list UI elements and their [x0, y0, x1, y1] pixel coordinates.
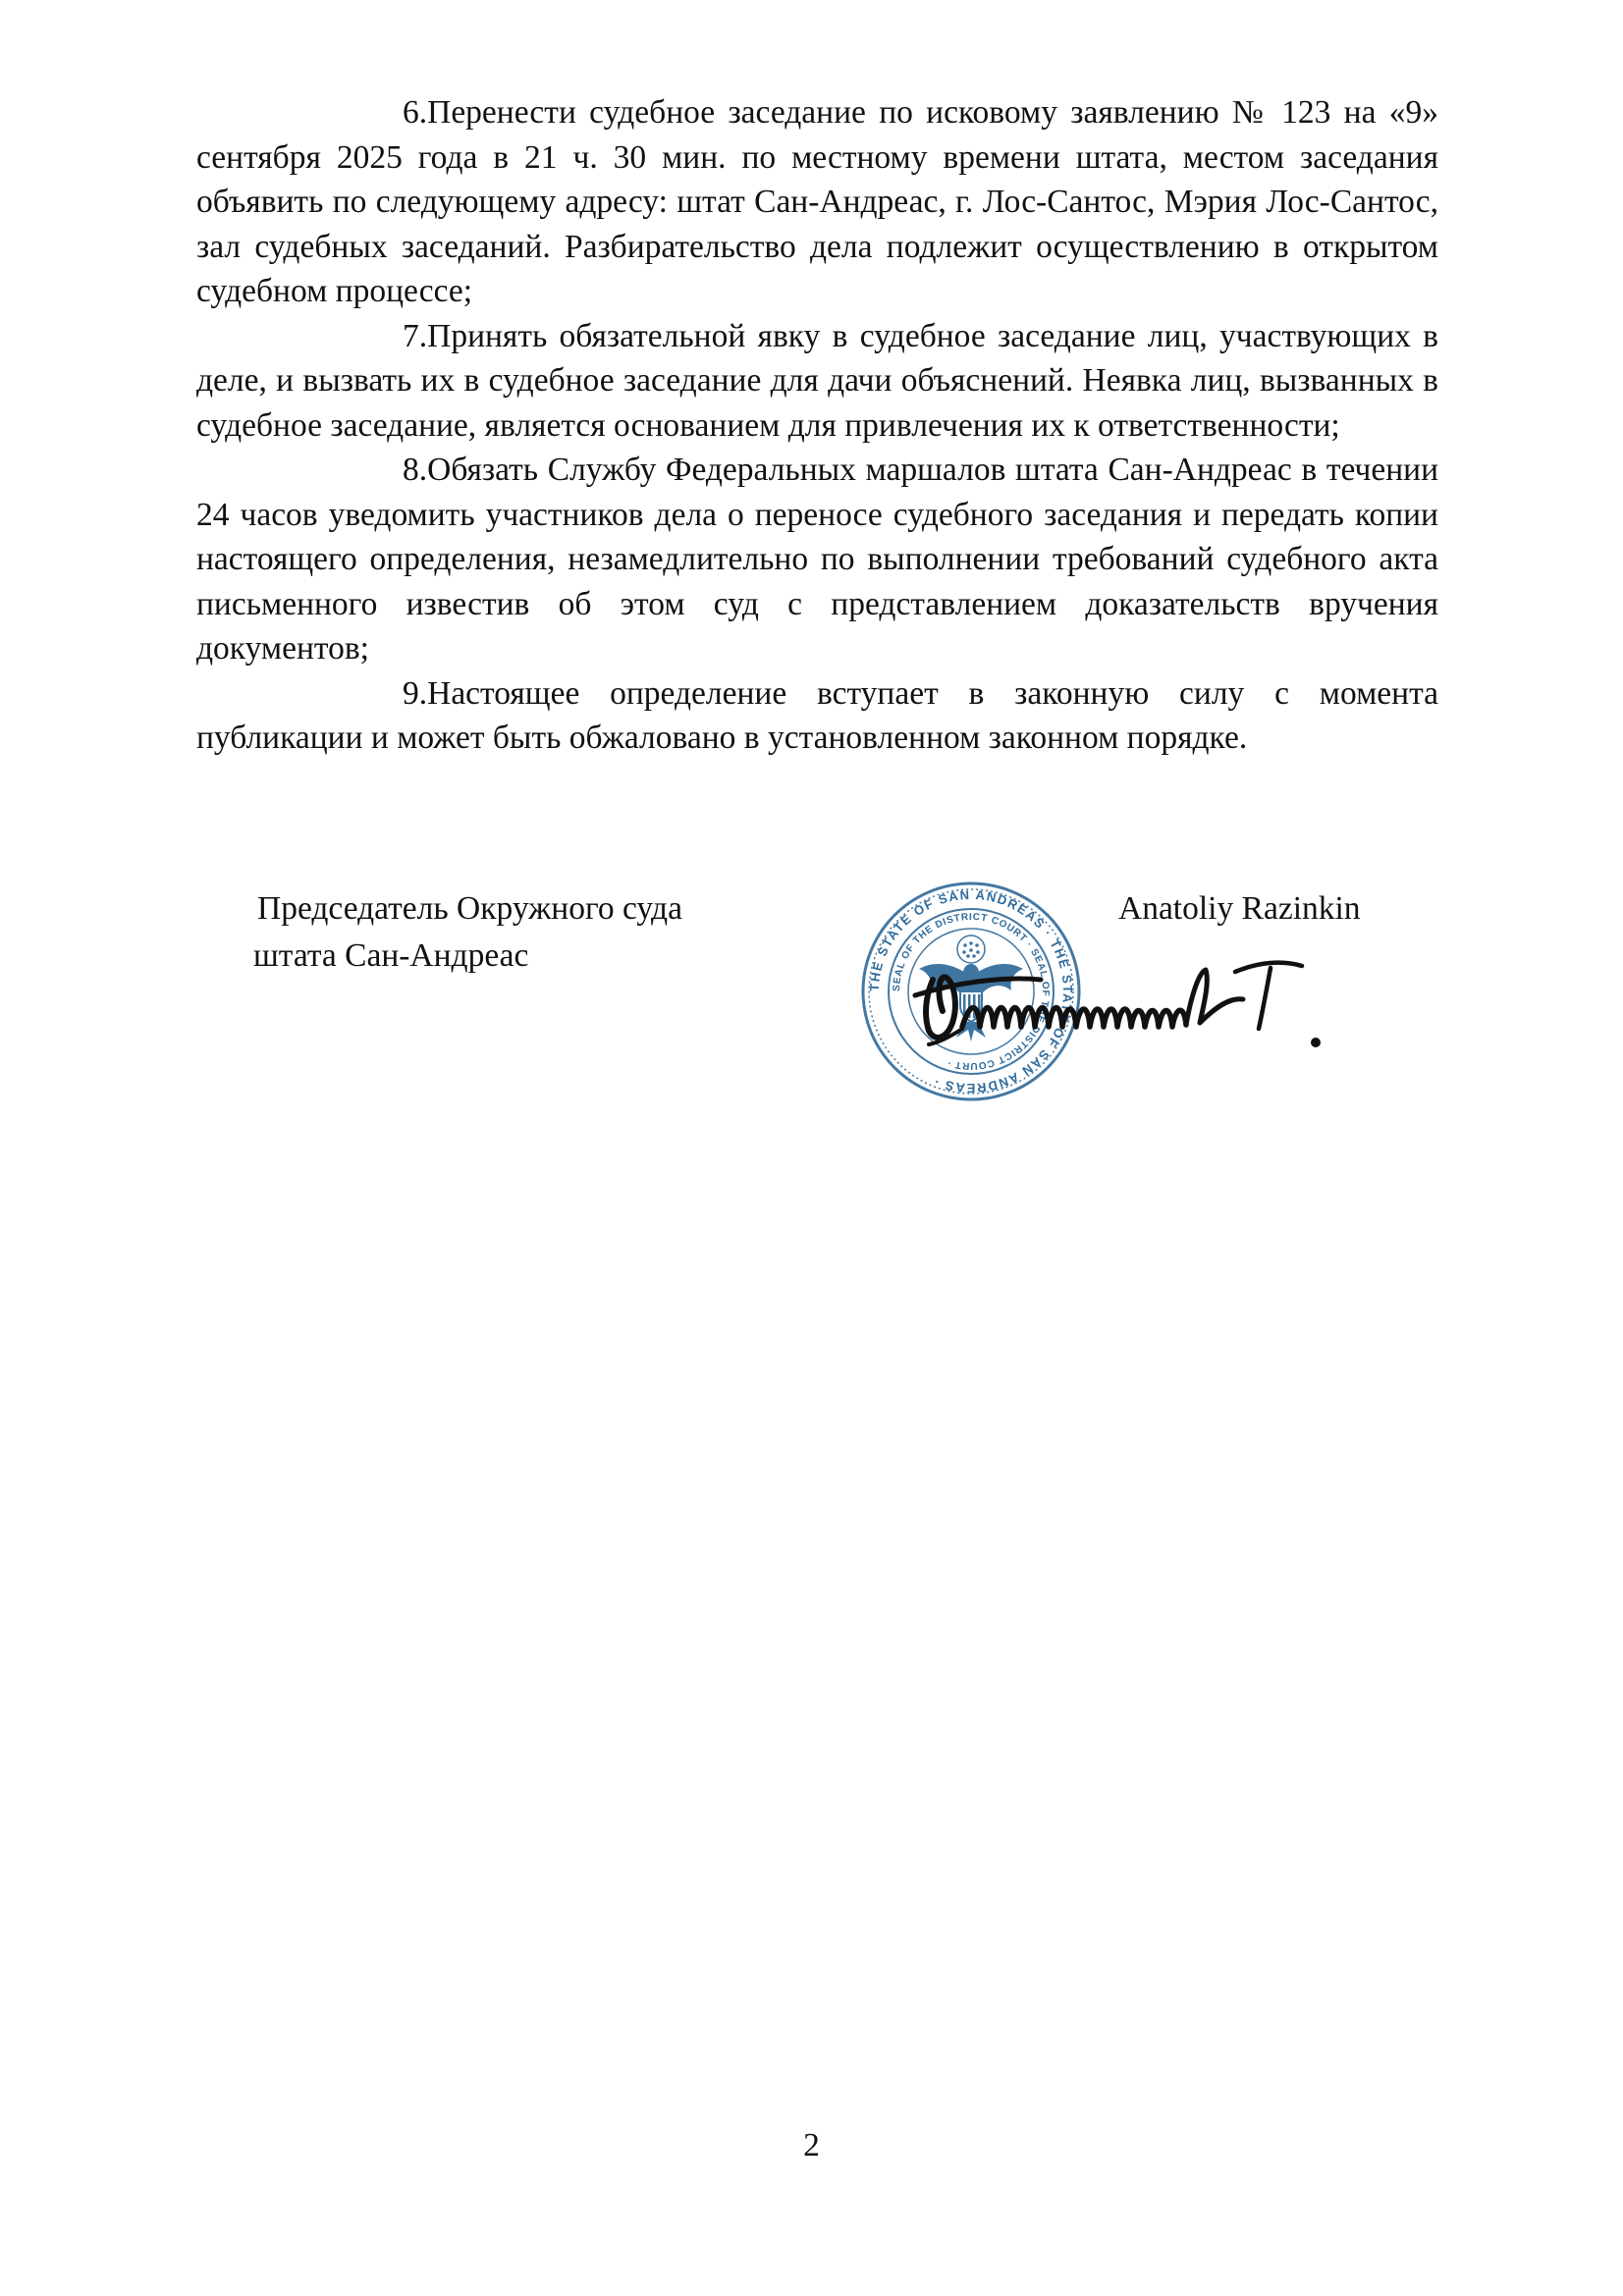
clause-number: 9.: [403, 674, 428, 712]
clause-number: 7.: [403, 317, 428, 354]
signatory-title: [253, 885, 682, 980]
clause-number: 8.: [403, 452, 428, 488]
seal-inner-text: SEAL OF THE DISTRICT COURT · SEAL OF THE DISTRICT COURT ·: [891, 911, 1052, 1072]
clause-text: Перенести судебное заседание по исковому заявлению № 123 на «9» сентября 2025 года в 21 ч. 30 мин. по местному времени штата, местом заседания объявить по следующему адресу: штат Сан-Андреас, г. Лос-Сантос, Мэрия Лос-Сантос, зал судебных заседаний. Разбирательство дела подлежит осуществлению в открытом судебном процессе;: [196, 94, 1438, 309]
page-number: 2: [803, 2127, 820, 2163]
clause-9: [196, 671, 1438, 761]
clause-6: [196, 90, 1438, 314]
signatory-title-line2: штата Сан-Андреас: [253, 937, 529, 974]
seal-outer-text: THE STATE OF SAN ANDREAS · THE STATE OF SAN ANDREAS ·: [866, 886, 1076, 1096]
clause-text: Обязать Службу Федеральных маршалов штата Сан-Андреас в течении 24 часов уведомить участников дела о переносе судебного заседания и передать копии настоящего определения, незамедлительно по выполнении требований судебного акта письменного известив об этом суд с представлением доказательств вручения документов;: [196, 452, 1438, 667]
clause-8: [196, 448, 1438, 671]
signatory-title-line1: Председатель Окружного суда: [257, 890, 682, 927]
signatory-name: Anatoliy Razinkin: [1118, 890, 1361, 927]
resolution-clauses: [196, 90, 1438, 761]
handwritten-signature: [893, 933, 1424, 1070]
clause-text: Настоящее определение вступает в законную силу с момента публикации и может быть обжаловано в установленном законном порядке.: [196, 674, 1438, 756]
clause-7: [196, 314, 1438, 449]
clause-text: Принять обязательной явку в судебное заседание лиц, участвующих в деле, и вызвать их в судебное заседание для дачи объяснений. Неявка лиц, вызванных в судебное заседание, является основанием для привлечения их к ответственности;: [196, 317, 1438, 444]
clause-number: 6.: [403, 94, 428, 131]
